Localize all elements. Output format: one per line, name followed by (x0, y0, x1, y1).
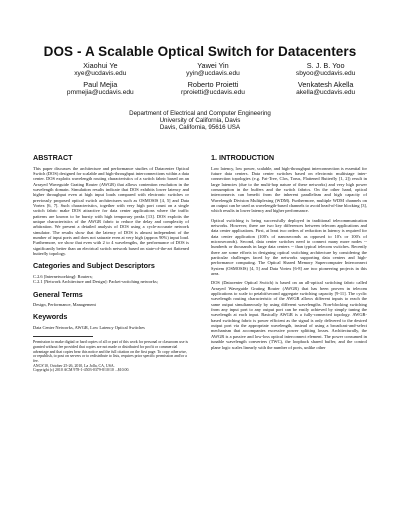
author-name: Venkatesh Akella (297, 79, 354, 89)
author (157, 81, 270, 97)
category-item: C.2.1 [Network Architecture and Design]: Packet-switching networks; (33, 279, 158, 285)
keywords-text: Data Center Networks, AWGR, Low Latency Optical Switches (33, 324, 145, 330)
author-name: Xiaohui Ye (83, 61, 118, 70)
general-terms-text: Design, Performance, Management (33, 302, 96, 308)
author-block (44, 62, 382, 96)
author-email: xye@ucdavis.edu (74, 70, 127, 77)
conference-info: ANCS'10, October 25-26, 2010, La Jolla, CA, USA. (33, 363, 115, 368)
author-email: akella@ucdavis.edu (296, 88, 356, 96)
author-name: Yawei Yin (197, 61, 229, 70)
abstract-heading: ABSTRACT (33, 153, 73, 162)
author (44, 81, 157, 97)
right-column (211, 154, 367, 354)
author-email: yyin@ucdavis.edu (186, 70, 240, 77)
abstract-text: This paper discusses the architecture and performance studies of Datacenter Optical Switch (DOS) designed for scalable and high-throughput interconnections within a data center. DOS exploits wavelength routing characteristics of a switch fabric based on an Arrayed Waveguide Grating Router (AWGR) that allows contention resolution in the wavelength domain. Simulation results indicate that DOS exhibits lower latency and higher throughput even at high input loads compared with electronic switches or previously proposed optical switch architectures such as OSMOSIS [4, 5] and Data Vortex [6, 7]. Such characteristics, together with very high port count on a single switch fabric make DOS attractive for data center applications where the traffic patterns are known to be bursty with high temporary peaks [13]. DOS exploits the unique characteristics of the AWGR fabric to reduce the delay and complexity of arbitration. We present a detailed analysis of DOS using a cycle-accurate network simulator. The results show that the latency of DOS is almost independent of the number of input ports and does not saturate even at very high (approx 90%) input load. Furthermore, we show that even with 2 to 4 wavelengths, the performance of DOS is significantly better than an electrical switch network based on state-of-the-art flattened butterfly topology. (33, 165, 189, 256)
paper-title: DOS - A Scalable Optical Switch for Datacenters (43, 44, 357, 59)
copyright-line: Copyright (c) 2010 ACM 978-1-4503-0379-8/10/10 ...$10.00. (33, 368, 130, 373)
affiliation-univ: University of California, Davis (159, 117, 241, 125)
affiliation (0, 110, 400, 132)
intro-paragraph-2: Optical switching is being successfully deployed in traditional telecommunication networks. However, there are two key differences between telecom applications and data center applications. First, at least two orders of reduction in latency is required for data center application (100's of nanoseconds as opposed to 10's or 100's of microseconds). Second, data center switches need to connect many more nodes -- hundreds or thousands in large data centers -- than typical telecom switches. Recently there are some efforts in designing optical switching architecture by considering the particular challenges faced by the networks supporting data centers and high-performance computing. The Optical Shared Memory Supercomputer Interconnect System (OSMOSIS) [4, 5] and Data Vortex [6-8] are two pioneering projects in this area. (211, 217, 367, 277)
category-item: C.2.6 [Internetworking]: Routers; (33, 273, 93, 279)
general-terms-heading: General Terms (33, 289, 83, 299)
author (269, 62, 382, 78)
author (157, 62, 270, 78)
author-email: pmmejia@ucdavis.edu (66, 88, 134, 96)
left-column (33, 154, 189, 373)
author-name: Paul Mejia (83, 79, 118, 89)
permission-notice: Permission to make digital or hard copies of all or part of this work for personal or classroom use is granted without fee provided that copies are not made or distributed for profit or commercial advantage and that copies bear this notice and the full citation on the first page. To copy otherwise, or republish, to post on servers or to redistribute to lists, requires prior specific permission and/or a fee. (33, 340, 189, 364)
affiliation-address: Davis, California, 95616 USA (159, 124, 241, 132)
categories-heading: Categories and Subject Descriptors (33, 261, 155, 271)
intro-paragraph-3: DOS (Datacenter Optical Switch) is based on an all-optical switching fabric called Arrayed Waveguide Grating Router (AWGR) that has been proven in telecom applications to scale to petabit/second aggregate switching capacity [9-11]. The cyclic wavelength routing characteristic of the AWGR allows different inputs to reach the same output simultaneously by using different wavelengths. Non-blocking switching from any input port to any output port can be easily achieved by simply tuning the wavelength at each input. Basically AWGR is a fully-connected topology. AWGR-based switching fabric is power efficient as the signal is only delivered to the desired output port via the appropriate wavelength, instead of using a broadcast-and-select mechanism that accompanies excessive power splitting losses. Architecturally, the AWGR is a passive and low-loss optical interconnect element. The power consumed in tunable wavelength converters (TWC), the loopback shared buffer, and the control plane logic scales linearly with the number of ports, unlike other (211, 280, 367, 350)
keywords-heading: Keywords (33, 312, 68, 322)
footnote-divider (33, 336, 93, 337)
intro-heading: 1. INTRODUCTION (211, 153, 275, 162)
author-name: Roberto Proietti (187, 79, 239, 89)
author-name: S. J. B. Yoo (306, 61, 345, 70)
author (44, 62, 157, 78)
author (269, 81, 382, 97)
author-email: sbyoo@ucdavis.edu (295, 70, 356, 77)
author-email: rproietti@ucdavis.edu (181, 88, 245, 96)
intro-paragraph-1: Low latency, low power, scalable, and high-throughput interconnection is essential for future data centers. Data center switches based on electronic multistage inter-connection topologies (e.g. Fat-Tree, Clos, Torus, Flattened Butterfly [1, 2]) result in large latencies (due to the multi-hop nature of these networks) and very high power consumption in the buffers and the switch fabrics. On the other hand, optical interconnects can benefit from the inherent parallelism and high capacity of Wavelength Division Multiplexing (WDM). Furthermore, multiple WDM channels on an output can be used as wavelength-based channels to avoid head-of-line blocking [3], which results in lower latency and higher performance. (211, 165, 367, 214)
affiliation-dept: Department of Electrical and Computer Engineering (129, 110, 271, 117)
